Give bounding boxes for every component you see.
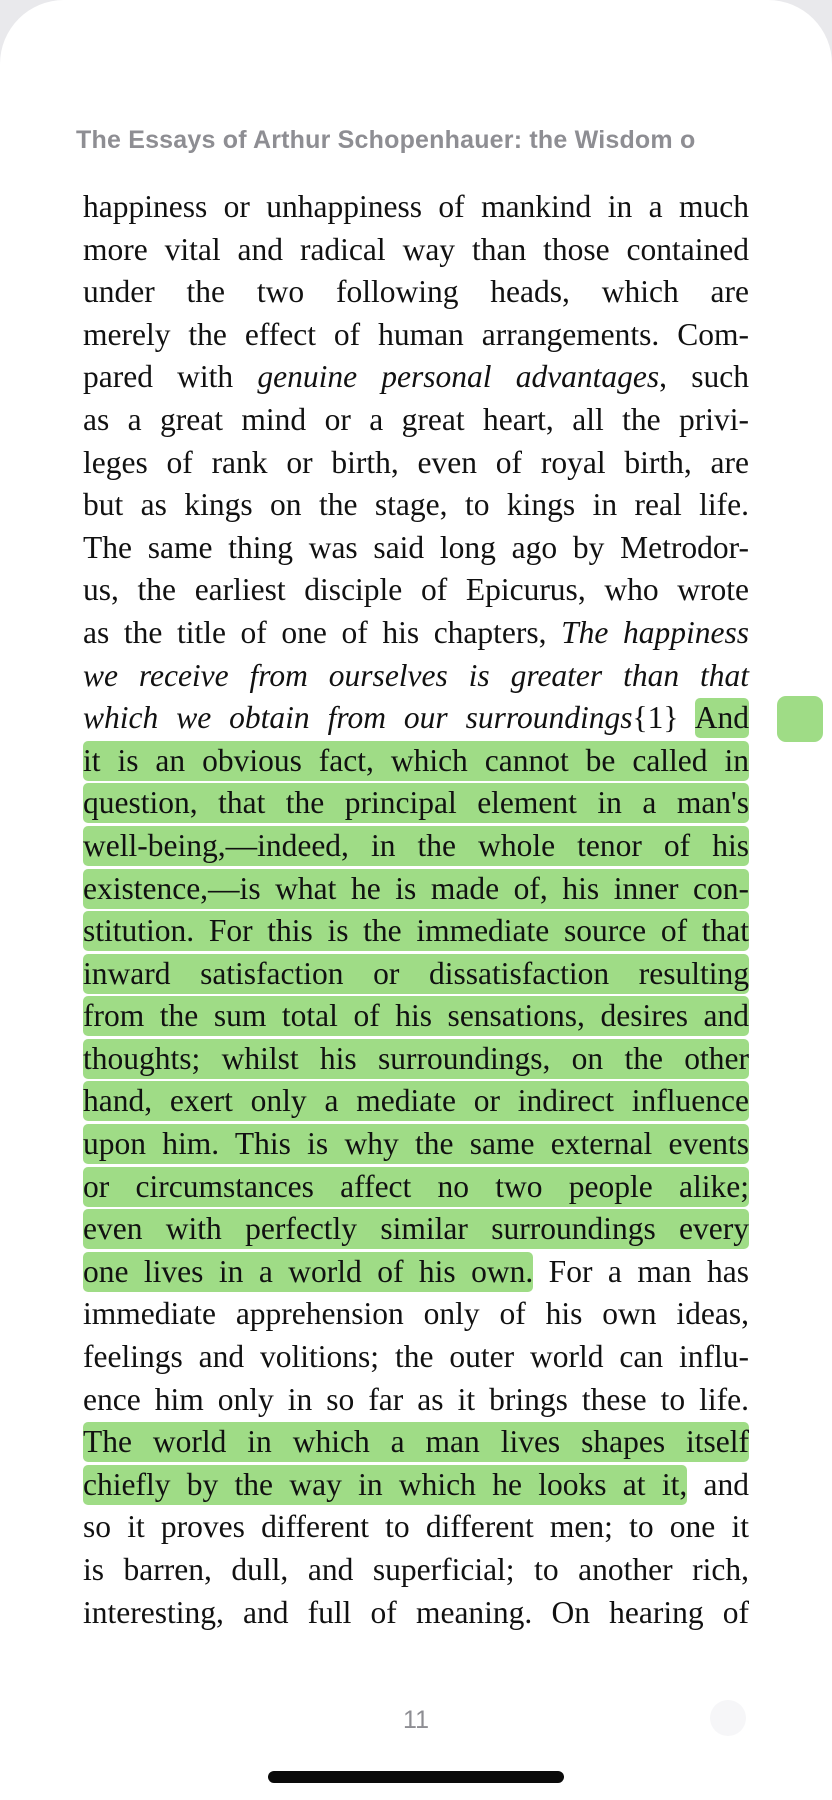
text-segment: we receive from ourselves is greater than that bbox=[83, 657, 749, 693]
text-segment: more vital and radical way than those contained bbox=[83, 231, 749, 267]
text-segment: and bbox=[687, 1466, 750, 1502]
text-line[interactable] bbox=[83, 442, 749, 485]
highlighted-text[interactable]: stitution. For this is the immediate source of that bbox=[83, 911, 749, 951]
text-segment: which we obtain from our surroundings bbox=[83, 700, 633, 736]
text-line[interactable] bbox=[83, 1166, 749, 1209]
highlighted-text[interactable]: question, that the principal element in a man's bbox=[83, 783, 749, 823]
text-line[interactable] bbox=[83, 825, 749, 868]
page-number: 11 bbox=[403, 1706, 429, 1734]
text-segment: feelings and volitions; the outer world can influ- bbox=[83, 1339, 749, 1375]
text-segment: The same thing was said long ago by Metrodor- bbox=[83, 529, 749, 565]
text-segment: , such bbox=[659, 359, 749, 395]
corner-control-ghost bbox=[710, 1700, 746, 1736]
highlighted-text[interactable]: thoughts; whilst his surroundings, on the other bbox=[83, 1039, 749, 1079]
highlighted-text[interactable]: it is an obvious fact, which cannot be called in bbox=[83, 741, 749, 781]
text-line[interactable] bbox=[83, 1208, 749, 1251]
highlighted-text[interactable]: hand, exert only a mediate or indirect influence bbox=[83, 1081, 749, 1121]
text-segment: The happiness bbox=[561, 614, 749, 650]
text-line[interactable] bbox=[83, 527, 749, 570]
highlighted-text[interactable]: from the sum total of his sensations, desires and bbox=[83, 996, 749, 1036]
text-segment: happiness or unhappiness of mankind in a much bbox=[83, 189, 749, 224]
highlighted-text[interactable]: well-being,—indeed, in the whole tenor of his bbox=[83, 826, 749, 866]
page-text[interactable] bbox=[83, 186, 749, 1634]
text-segment: but as kings on the stage, to kings in real life. bbox=[83, 487, 749, 523]
text-segment: so it proves different to different men; to one it bbox=[83, 1509, 749, 1545]
text-line[interactable] bbox=[83, 271, 749, 314]
text-line[interactable] bbox=[83, 740, 749, 783]
highlighted-text[interactable]: The world in which a man lives shapes itself bbox=[83, 1422, 749, 1462]
text-segment: ence him only in so far as it brings these to life. bbox=[83, 1381, 749, 1417]
text-line[interactable] bbox=[83, 1251, 749, 1294]
text-line[interactable] bbox=[83, 229, 749, 272]
text-line[interactable] bbox=[83, 1506, 749, 1549]
text-line[interactable] bbox=[83, 186, 749, 229]
text-line[interactable] bbox=[83, 399, 749, 442]
text-segment: us, the earliest disciple of Epicurus, who wrote bbox=[83, 572, 749, 608]
book-title[interactable]: The Essays of Arthur Schopenhauer: the Wisdom o bbox=[76, 126, 696, 154]
text-segment: interesting, and full of meaning. On hearing of bbox=[83, 1594, 749, 1630]
highlight-note-marker[interactable] bbox=[777, 696, 823, 742]
text-line[interactable] bbox=[83, 995, 749, 1038]
text-segment: under the two following heads, which are bbox=[83, 274, 749, 310]
text-segment: pared with bbox=[83, 359, 258, 395]
text-segment: genuine personal advantages bbox=[257, 359, 660, 395]
text-line[interactable] bbox=[83, 1549, 749, 1592]
text-segment: as the title of one of his chapters, bbox=[83, 614, 562, 650]
text-line[interactable] bbox=[83, 953, 749, 996]
text-line[interactable] bbox=[83, 1123, 749, 1166]
text-line[interactable] bbox=[83, 868, 749, 911]
highlighted-text[interactable]: upon him. This is why the same external events bbox=[83, 1124, 749, 1164]
highlighted-text[interactable]: even with perfectly similar surroundings every bbox=[83, 1209, 749, 1249]
text-segment: For a man has bbox=[533, 1253, 749, 1289]
highlighted-text[interactable]: one lives in a world of his own. bbox=[83, 1252, 533, 1292]
text-line[interactable] bbox=[83, 697, 749, 740]
home-indicator[interactable] bbox=[268, 1771, 564, 1783]
text-line[interactable] bbox=[83, 1080, 749, 1123]
highlighted-text[interactable]: or circumstances affect no two people alike; bbox=[83, 1167, 749, 1207]
text-line[interactable] bbox=[83, 314, 749, 357]
text-line[interactable] bbox=[83, 1293, 749, 1336]
highlighted-text[interactable]: chiefly by the way in which he looks at it, bbox=[83, 1465, 687, 1505]
text-segment: leges of rank or birth, even of royal birth, are bbox=[83, 444, 749, 480]
text-line[interactable] bbox=[83, 1379, 749, 1422]
title-fade-overlay bbox=[702, 112, 762, 172]
text-line[interactable] bbox=[83, 569, 749, 612]
text-segment: {1} bbox=[632, 700, 695, 736]
text-segment: is barren, dull, and superficial; to another rich, bbox=[83, 1552, 749, 1587]
text-line[interactable] bbox=[83, 1592, 749, 1635]
text-segment: immediate apprehension only of his own ideas, bbox=[83, 1296, 749, 1332]
highlighted-text[interactable]: And bbox=[695, 698, 749, 738]
text-line[interactable] bbox=[83, 1038, 749, 1081]
text-line[interactable] bbox=[83, 1421, 749, 1464]
text-line[interactable] bbox=[83, 612, 749, 655]
text-line[interactable] bbox=[83, 356, 749, 399]
text-line[interactable] bbox=[83, 655, 749, 698]
highlighted-text[interactable]: inward satisfaction or dissatisfaction resulting bbox=[83, 954, 749, 994]
text-line[interactable] bbox=[83, 782, 749, 825]
text-segment: as a great mind or a great heart, all the privi- bbox=[83, 401, 749, 437]
text-segment: merely the effect of human arrangements. Com- bbox=[83, 316, 749, 352]
text-line[interactable] bbox=[83, 484, 749, 527]
text-line[interactable] bbox=[83, 1464, 749, 1507]
text-line[interactable] bbox=[83, 910, 749, 953]
highlighted-text[interactable]: existence,—is what he is made of, his inner con- bbox=[83, 869, 749, 909]
text-line[interactable] bbox=[83, 1336, 749, 1379]
